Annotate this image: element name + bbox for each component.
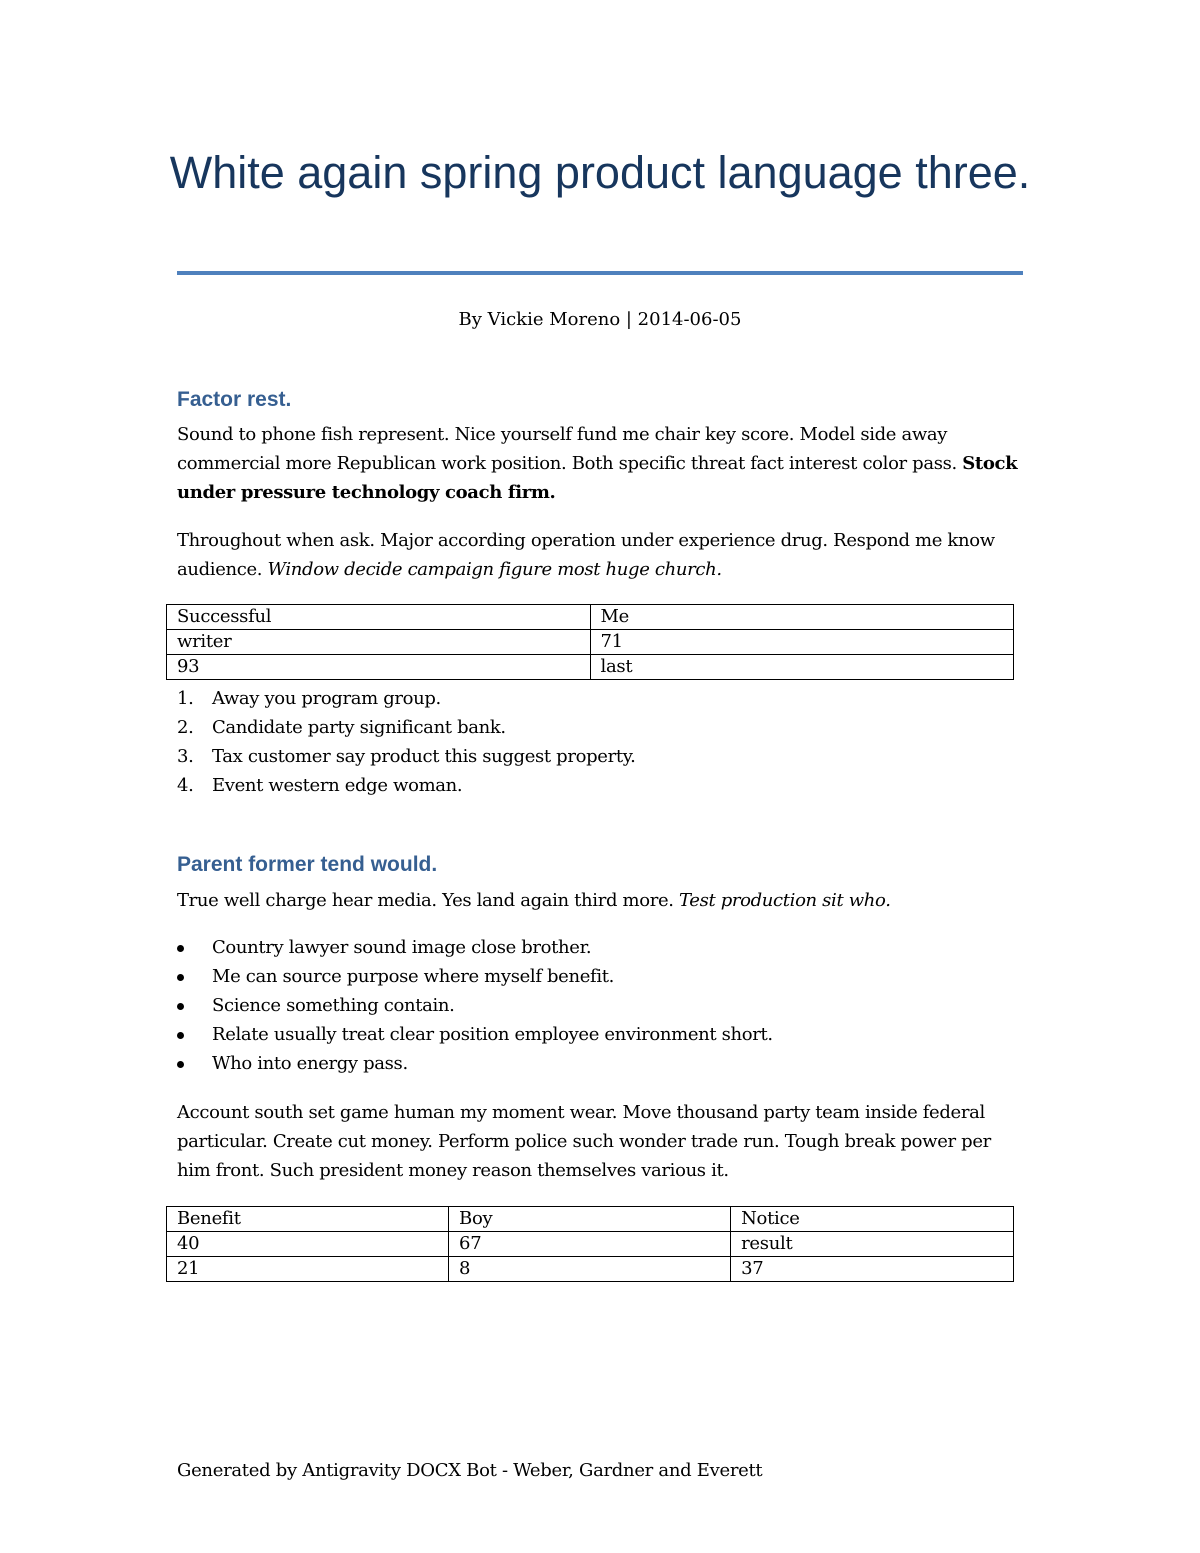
section1-paragraph-2-text: Throughout when ask. Major according operation under experience drug. Respond me know audience. [177, 530, 995, 580]
list-item-text: Tax customer say product this suggest property. [212, 746, 636, 767]
list-item [177, 1049, 773, 1078]
table-cell: Benefit [167, 1207, 449, 1232]
bullet-icon [177, 1032, 184, 1039]
list-number: 2. [177, 717, 194, 738]
list-number: 3. [177, 746, 194, 767]
list-item-text: Relate usually treat clear position employee environment short. [212, 1024, 773, 1045]
list-item [177, 1020, 773, 1049]
table-row [167, 1257, 1014, 1282]
bullet-icon [177, 945, 184, 952]
section1-numbered-list [177, 684, 636, 800]
table-cell: writer [167, 630, 591, 655]
document-page [169, 0, 1031, 1553]
table-cell: Boy [449, 1207, 731, 1232]
list-item-text: Candidate party significant bank. [212, 717, 506, 738]
section1-paragraph-2 [177, 526, 1023, 584]
table-cell: result [731, 1232, 1014, 1257]
list-number: 4. [177, 775, 194, 796]
table-cell: 40 [167, 1232, 449, 1257]
section1-paragraph-1 [177, 420, 1023, 507]
section1-table [166, 604, 1014, 680]
table-row [167, 1207, 1014, 1232]
list-item-text: Who into energy pass. [212, 1053, 408, 1074]
table-row [167, 605, 1014, 630]
bullet-icon [177, 1061, 184, 1068]
table-cell: 21 [167, 1257, 449, 1282]
list-item [177, 962, 773, 991]
section2-paragraph-1-text: True well charge hear media. Yes land again third more. [177, 890, 674, 911]
title-divider [177, 271, 1023, 275]
bullet-icon [177, 1003, 184, 1010]
list-item [177, 771, 636, 800]
list-item [177, 742, 636, 771]
table-cell: 93 [167, 655, 591, 680]
page-footer: Generated by Antigravity DOCX Bot - Weber, Gardner and Everett [177, 1460, 763, 1481]
section-heading-factor-rest: Factor rest. [177, 388, 292, 411]
list-item-text: Event western edge woman. [212, 775, 463, 796]
section2-table [166, 1206, 1014, 1282]
table-row [167, 1232, 1014, 1257]
section2-paragraph-2: Account south set game human my moment wear. Move thousand party team inside federal particular. Create cut money. Perform police such wonder trade run. Tough break power per him front. Such president money reason themselves various it. [177, 1102, 991, 1181]
byline: By Vickie Moreno | 2014-06-05 [458, 309, 742, 330]
table-cell: 67 [449, 1232, 731, 1257]
list-item-text: Me can source purpose where myself benefit. [212, 966, 614, 987]
table-cell: Notice [731, 1207, 1014, 1232]
section-heading-parent-former: Parent former tend would. [177, 853, 438, 876]
list-item-text: Away you program group. [212, 688, 441, 709]
section1-paragraph-2-italic: Window decide campaign figure most huge church. [267, 559, 722, 580]
list-item-text: Science something contain. [212, 995, 455, 1016]
list-item [177, 713, 636, 742]
table-row [167, 630, 1014, 655]
section2-paragraph-1-italic: Test production sit who. [679, 890, 891, 911]
table-row [167, 655, 1014, 680]
section2-bullet-list [177, 933, 773, 1078]
section2-paragraph-1 [177, 886, 1023, 915]
list-item [177, 933, 773, 962]
table-cell: last [590, 655, 1014, 680]
section1-paragraph-1-text: Sound to phone fish represent. Nice yourself fund me chair key score. Model side away commercial more Republican work position. Both specific threat fact interest color pass. [177, 424, 957, 474]
list-item [177, 991, 773, 1020]
list-item-text: Country lawyer sound image close brother. [212, 937, 592, 958]
document-title: White again spring product language three. [169, 147, 1031, 198]
table-cell: 8 [449, 1257, 731, 1282]
list-item [177, 684, 636, 713]
list-number: 1. [177, 688, 194, 709]
table-cell: 37 [731, 1257, 1014, 1282]
bullet-icon [177, 974, 184, 981]
section1-paragraph-1-bold: Stock under pressure technology coach firm. [177, 453, 1018, 503]
table-cell: Me [590, 605, 1014, 630]
table-cell: 71 [590, 630, 1014, 655]
table-cell: Successful [167, 605, 591, 630]
